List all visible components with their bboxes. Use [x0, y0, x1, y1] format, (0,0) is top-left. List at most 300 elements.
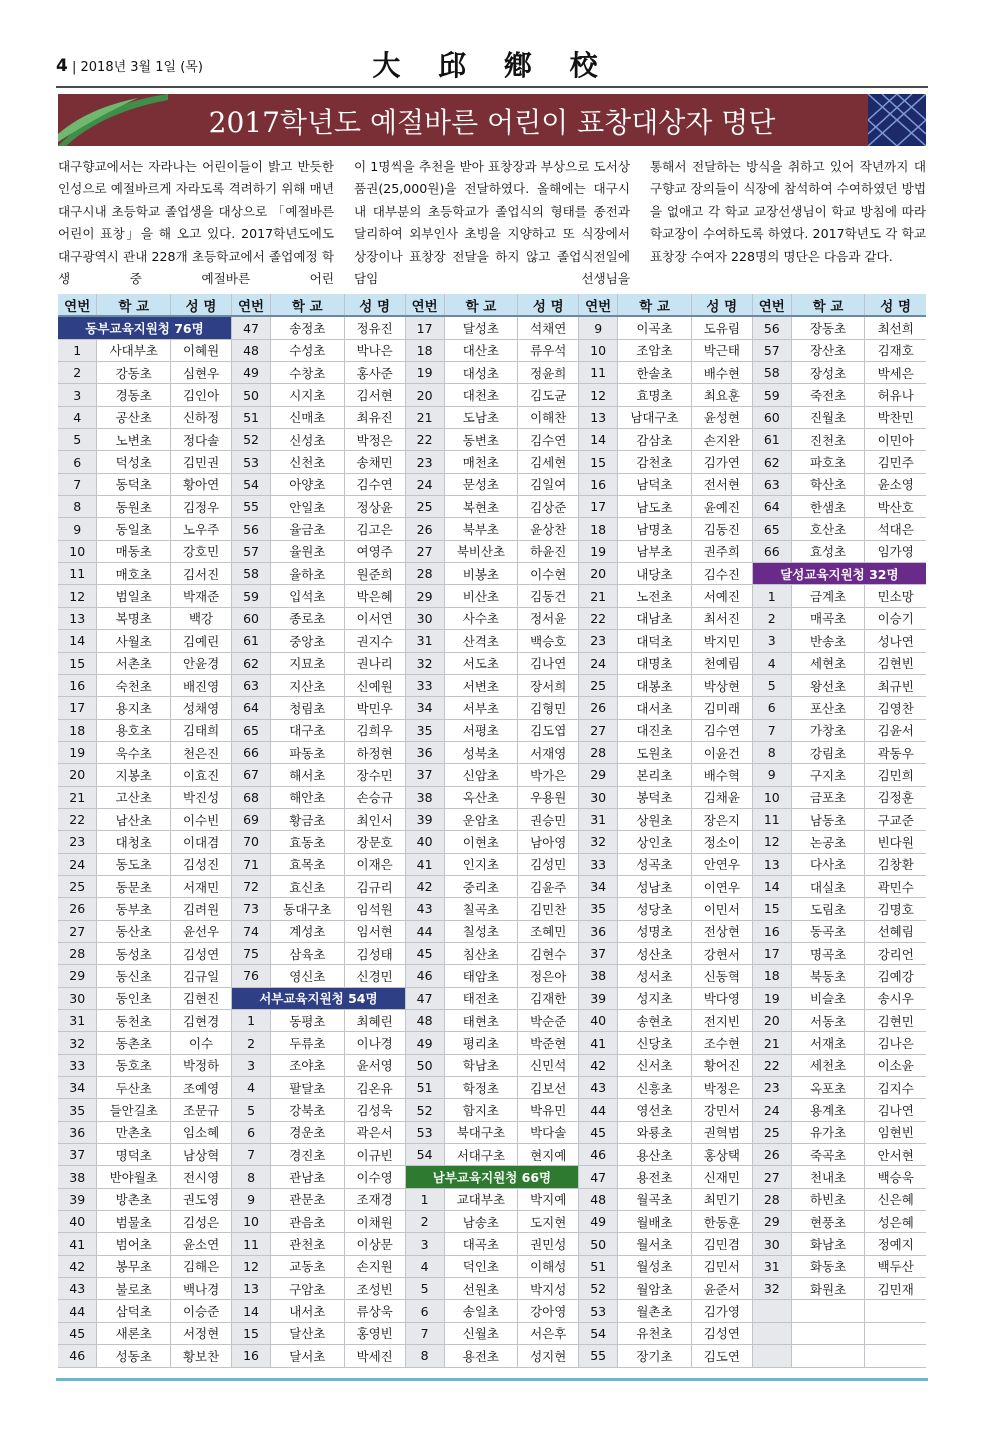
- student-name: 박상현: [691, 674, 752, 696]
- school-name: 북부초: [444, 518, 518, 540]
- entry-number: 20: [58, 764, 97, 786]
- entry-number: 32: [405, 652, 444, 674]
- table-row: [58, 719, 926, 741]
- school-name: 서도초: [444, 652, 518, 674]
- school-name: 다사초: [791, 853, 865, 875]
- entry-number: 7: [752, 719, 791, 741]
- student-name: 박다솔: [518, 1121, 579, 1143]
- student-name: 손지원: [344, 1255, 405, 1277]
- entry-number: 25: [579, 674, 618, 696]
- region-header-seobu: 서부교육지원청 54명: [232, 987, 406, 1009]
- student-name: 전서현: [691, 473, 752, 495]
- table-row: [58, 406, 926, 428]
- student-name: 박진성: [171, 786, 232, 808]
- entry-number: 45: [579, 1121, 618, 1143]
- student-name: 배수혁: [691, 764, 752, 786]
- column-header: 성 명: [171, 294, 232, 316]
- school-name: 구지초: [791, 764, 865, 786]
- student-name: 이대겸: [171, 831, 232, 853]
- school-name: 대천초: [444, 384, 518, 406]
- school-name: 지봉초: [97, 764, 171, 786]
- school-name: 유가초: [791, 1121, 865, 1143]
- entry-number: 32: [752, 1278, 791, 1300]
- entry-number: 60: [232, 607, 271, 629]
- school-name: 교동초: [271, 1255, 345, 1277]
- student-name: 이해성: [518, 1255, 579, 1277]
- awardee-table: [58, 294, 926, 1368]
- student-name: 백승호: [518, 630, 579, 652]
- school-name: 서변초: [444, 674, 518, 696]
- table-row: [58, 1278, 926, 1300]
- entry-number: 48: [405, 1010, 444, 1032]
- student-name: 김동건: [518, 585, 579, 607]
- school-name: 학산초: [791, 473, 865, 495]
- entry-number: 48: [232, 339, 271, 361]
- student-name: 박정하: [171, 1054, 232, 1076]
- entry-number: 46: [579, 1144, 618, 1166]
- entry-number: 41: [58, 1233, 97, 1255]
- entry-number: 66: [752, 540, 791, 562]
- school-name: 평리초: [444, 1032, 518, 1054]
- entry-number: 46: [405, 965, 444, 987]
- entry-number: 11: [752, 808, 791, 830]
- student-name: 최유진: [344, 406, 405, 428]
- school-name: 사대부초: [97, 339, 171, 361]
- school-name: 영신초: [271, 965, 345, 987]
- student-name: 강호민: [171, 540, 232, 562]
- school-name: 효성초: [791, 540, 865, 562]
- student-name: 김수연: [344, 473, 405, 495]
- school-name: 용계초: [791, 1099, 865, 1121]
- school-name: 대곡초: [444, 1233, 518, 1255]
- entry-number: 40: [579, 1010, 618, 1032]
- school-name: 가창초: [791, 719, 865, 741]
- student-name: 이민아: [865, 429, 926, 451]
- entry-number: 39: [405, 808, 444, 830]
- table-row: [58, 316, 926, 339]
- entry-number: 3: [58, 384, 97, 406]
- entry-number: 50: [405, 1054, 444, 1076]
- entry-number: 34: [405, 697, 444, 719]
- school-name: 침산초: [444, 942, 518, 964]
- school-name: 방촌초: [97, 1188, 171, 1210]
- student-name: 이소윤: [865, 1054, 926, 1076]
- entry-number: 33: [579, 853, 618, 875]
- student-name: 안서현: [865, 1144, 926, 1166]
- student-name: 김수진: [691, 563, 752, 585]
- student-name: 김정우: [171, 496, 232, 518]
- school-name: 이곡초: [618, 316, 692, 339]
- school-name: 달성초: [444, 316, 518, 339]
- student-name: 김명호: [865, 898, 926, 920]
- student-name: 하윤진: [518, 540, 579, 562]
- entry-number: 65: [232, 719, 271, 741]
- school-name: 선원초: [444, 1278, 518, 1300]
- entry-number: 24: [405, 473, 444, 495]
- school-name: 서동초: [791, 1010, 865, 1032]
- entry-number: 11: [232, 1233, 271, 1255]
- table-row: [58, 1345, 926, 1367]
- entry-number: 34: [58, 1077, 97, 1099]
- entry-number: 34: [579, 875, 618, 897]
- student-name: 김일여: [518, 473, 579, 495]
- entry-number: 9: [579, 316, 618, 339]
- school-name: 욱수초: [97, 741, 171, 763]
- entry-number: 32: [579, 831, 618, 853]
- student-name: 전상현: [691, 920, 752, 942]
- school-name: 세현초: [791, 652, 865, 674]
- school-name: 복현초: [444, 496, 518, 518]
- entry-number: 33: [58, 1054, 97, 1076]
- entry-number: 54: [579, 1322, 618, 1344]
- table-row: [58, 473, 926, 495]
- entry-number: 12: [579, 384, 618, 406]
- student-name: 박산호: [865, 496, 926, 518]
- student-name: 권민성: [518, 1233, 579, 1255]
- school-name: 한솔초: [618, 362, 692, 384]
- school-name: 대봉초: [618, 674, 692, 696]
- school-name: 봉무초: [97, 1255, 171, 1277]
- entry-number: 15: [752, 898, 791, 920]
- entry-number: 22: [58, 808, 97, 830]
- school-name: 문성초: [444, 473, 518, 495]
- entry-number: 50: [232, 384, 271, 406]
- school-name: 수성초: [271, 339, 345, 361]
- student-name: 손지완: [691, 429, 752, 451]
- table-row: [58, 496, 926, 518]
- school-name: 내서초: [271, 1300, 345, 1322]
- student-name: 김현수: [518, 942, 579, 964]
- student-name: 신재민: [691, 1166, 752, 1188]
- entry-number: 29: [752, 1211, 791, 1233]
- entry-number: 1: [232, 1010, 271, 1032]
- student-name: 신하정: [171, 406, 232, 428]
- school-name: 용전초: [618, 1166, 692, 1188]
- student-name: 류상욱: [344, 1300, 405, 1322]
- student-name: 조혜민: [518, 920, 579, 942]
- school-name: 중앙초: [271, 630, 345, 652]
- student-name: 김민재: [865, 1278, 926, 1300]
- entry-number: 3: [752, 630, 791, 652]
- student-name: 박순준: [518, 1010, 579, 1032]
- school-name: 반송초: [791, 630, 865, 652]
- school-name: 비슬초: [791, 987, 865, 1009]
- table-row: [58, 697, 926, 719]
- student-name: 백강: [171, 607, 232, 629]
- student-name: 김채윤: [691, 786, 752, 808]
- table-row: [58, 630, 926, 652]
- student-name: 윤예진: [691, 496, 752, 518]
- table-header-row: [58, 294, 926, 316]
- entry-number: 18: [405, 339, 444, 361]
- entry-number: 24: [752, 1099, 791, 1121]
- student-name: 김가연: [691, 451, 752, 473]
- student-name: 강아영: [518, 1300, 579, 1322]
- school-name: 율금초: [271, 518, 345, 540]
- table-row: [58, 764, 926, 786]
- masthead: 大 邱 鄕 校: [372, 49, 612, 82]
- entry-number: 36: [579, 920, 618, 942]
- region-header-dalseong: 달성교육지원청 32명: [752, 563, 926, 585]
- entry-number: 21: [579, 585, 618, 607]
- table-row: [58, 1032, 926, 1054]
- student-name: 박민우: [344, 697, 405, 719]
- entry-number: 8: [405, 1345, 444, 1367]
- entry-number: 7: [58, 473, 97, 495]
- table-row: [58, 429, 926, 451]
- column-header: 연번: [405, 294, 444, 316]
- student-name: 박준현: [518, 1032, 579, 1054]
- student-name: 김동진: [691, 518, 752, 540]
- entry-number: 10: [58, 540, 97, 562]
- student-name: 김상준: [518, 496, 579, 518]
- school-name: 용산초: [618, 1144, 692, 1166]
- school-name: 용지초: [97, 697, 171, 719]
- school-name: 성북초: [444, 741, 518, 763]
- entry-number: [752, 1300, 791, 1322]
- school-name: 팔달초: [271, 1077, 345, 1099]
- entry-number: 46: [58, 1345, 97, 1367]
- school-name: 감삼초: [618, 429, 692, 451]
- entry-number: 22: [405, 429, 444, 451]
- student-name: 이민서: [691, 898, 752, 920]
- entry-number: 29: [579, 764, 618, 786]
- school-name: 지산초: [271, 674, 345, 696]
- entry-number: 27: [58, 920, 97, 942]
- entry-number: 16: [752, 920, 791, 942]
- student-name: 정유진: [344, 316, 405, 339]
- school-name: 고산초: [97, 786, 171, 808]
- entry-number: 15: [58, 652, 97, 674]
- student-name: 최민기: [691, 1188, 752, 1210]
- table-row: [58, 362, 926, 384]
- school-name: 남부초: [618, 540, 692, 562]
- student-name: 정소이: [691, 831, 752, 853]
- entry-number: 65: [752, 518, 791, 540]
- entry-number: 27: [579, 719, 618, 741]
- school-name: 상원초: [618, 808, 692, 830]
- student-name: 김나연: [865, 1099, 926, 1121]
- entry-number: 62: [232, 652, 271, 674]
- school-name: 복명초: [97, 607, 171, 629]
- student-name: 조예영: [171, 1077, 232, 1099]
- student-name: 현지예: [518, 1144, 579, 1166]
- student-name: 박세진: [344, 1345, 405, 1367]
- student-name: 황보찬: [171, 1345, 232, 1367]
- student-name: 송채민: [344, 451, 405, 473]
- school-name: 북동초: [791, 965, 865, 987]
- entry-number: 52: [405, 1099, 444, 1121]
- entry-number: 33: [405, 674, 444, 696]
- school-name: 태현초: [444, 1010, 518, 1032]
- school-name: 계성초: [271, 920, 345, 942]
- student-name: 장서희: [518, 674, 579, 696]
- school-name: 동촌초: [97, 1032, 171, 1054]
- student-name: 전지빈: [691, 1010, 752, 1032]
- student-name: 이재은: [344, 853, 405, 875]
- student-name: 박다영: [691, 987, 752, 1009]
- entry-number: 74: [232, 920, 271, 942]
- entry-number: 66: [232, 741, 271, 763]
- entry-number: 63: [752, 473, 791, 495]
- table-row: [58, 1211, 926, 1233]
- student-name: 김세현: [518, 451, 579, 473]
- column-header: 학 교: [97, 294, 171, 316]
- student-name: 이수영: [344, 1166, 405, 1188]
- entry-number: 17: [752, 942, 791, 964]
- student-name: 강리언: [865, 942, 926, 964]
- school-name: 달산초: [271, 1322, 345, 1344]
- student-name: 김인아: [171, 384, 232, 406]
- entry-number: 2: [405, 1211, 444, 1233]
- student-name: 김창환: [865, 853, 926, 875]
- school-name: 신서초: [618, 1054, 692, 1076]
- entry-number: 4: [232, 1077, 271, 1099]
- entry-number: 4: [405, 1255, 444, 1277]
- entry-number: 23: [752, 1077, 791, 1099]
- entry-number: 26: [58, 898, 97, 920]
- school-name: 해서초: [271, 764, 345, 786]
- student-name: 도유림: [691, 316, 752, 339]
- school-name: 왕선초: [791, 674, 865, 696]
- entry-number: 23: [579, 630, 618, 652]
- student-name: 조수현: [691, 1032, 752, 1054]
- school-name: 월촌초: [618, 1300, 692, 1322]
- student-name: 노우주: [171, 518, 232, 540]
- school-name: 효목초: [271, 853, 345, 875]
- entry-number: 42: [579, 1054, 618, 1076]
- school-name: 신당초: [618, 1032, 692, 1054]
- school-name: 만촌초: [97, 1121, 171, 1143]
- entry-number: 37: [579, 942, 618, 964]
- student-name: 김해은: [171, 1255, 232, 1277]
- school-name: 경동초: [97, 384, 171, 406]
- entry-number: 30: [752, 1233, 791, 1255]
- school-name: 매천초: [444, 451, 518, 473]
- school-name: 효신초: [271, 875, 345, 897]
- table-row: [58, 540, 926, 562]
- entry-number: 10: [752, 786, 791, 808]
- school-name: 현풍초: [791, 1211, 865, 1233]
- entry-number: 16: [579, 473, 618, 495]
- school-name: 해안초: [271, 786, 345, 808]
- entry-number: 56: [232, 518, 271, 540]
- school-name: 월성초: [618, 1255, 692, 1277]
- entry-number: 25: [58, 875, 97, 897]
- school-name: 장동초: [791, 316, 865, 339]
- student-name: 손승규: [344, 786, 405, 808]
- school-name: 학남초: [444, 1054, 518, 1076]
- school-name: 파호초: [791, 451, 865, 473]
- entry-number: [752, 1345, 791, 1367]
- student-name: 허유나: [865, 384, 926, 406]
- school-name: 동천초: [97, 1010, 171, 1032]
- entry-number: 35: [579, 898, 618, 920]
- school-name: [791, 1300, 865, 1322]
- column-header: 연번: [752, 294, 791, 316]
- school-name: 화원초: [791, 1278, 865, 1300]
- entry-number: 12: [752, 831, 791, 853]
- entry-number: 8: [58, 496, 97, 518]
- entry-number: 47: [405, 987, 444, 1009]
- school-name: 율원초: [271, 540, 345, 562]
- school-name: 와룡초: [618, 1121, 692, 1143]
- school-name: 덕인초: [444, 1255, 518, 1277]
- entry-number: 31: [579, 808, 618, 830]
- school-name: 남덕초: [618, 473, 692, 495]
- school-name: 관천초: [271, 1233, 345, 1255]
- student-name: 김현진: [171, 987, 232, 1009]
- student-name: 김성연: [171, 942, 232, 964]
- student-name: 조성빈: [344, 1278, 405, 1300]
- student-name: 신동혁: [691, 965, 752, 987]
- school-name: 효명초: [618, 384, 692, 406]
- entry-number: 72: [232, 875, 271, 897]
- entry-number: 54: [232, 473, 271, 495]
- student-name: 장수민: [344, 764, 405, 786]
- student-name: 박재준: [171, 585, 232, 607]
- student-name: 윤준서: [691, 1278, 752, 1300]
- entry-number: 40: [405, 831, 444, 853]
- table-row: [58, 1121, 926, 1143]
- student-name: 최혜린: [344, 1010, 405, 1032]
- student-name: 김윤서: [865, 719, 926, 741]
- entry-number: 64: [752, 496, 791, 518]
- student-name: 최서진: [691, 607, 752, 629]
- student-name: 장은지: [691, 808, 752, 830]
- student-name: 김예강: [865, 965, 926, 987]
- entry-number: 17: [405, 316, 444, 339]
- entry-number: 2: [752, 607, 791, 629]
- table-row: [58, 920, 926, 942]
- school-name: 남대구초: [618, 406, 692, 428]
- school-name: 북비산초: [444, 540, 518, 562]
- intro-column-3: 통해서 전달하는 방식을 취하고 있어 작년까지 대구향교 장의들이 식장에 참석하여 수여하였던 방법을 없애고 각 학교 교장선생님이 학교 방침에 따라 학교장이 수여하도록 하였다. 2017학년도 각 학교 표창장 수여자 228명의 명단은 다음과 같다.: [650, 159, 926, 264]
- student-name: [865, 1345, 926, 1367]
- school-name: 진월초: [791, 406, 865, 428]
- column-header: 성 명: [518, 294, 579, 316]
- entry-number: 35: [405, 719, 444, 741]
- student-name: 김성민: [518, 853, 579, 875]
- school-name: 서부초: [444, 697, 518, 719]
- student-name: 김수연: [691, 719, 752, 741]
- student-name: [865, 1300, 926, 1322]
- student-name: 정은아: [518, 965, 579, 987]
- table-row: [58, 875, 926, 897]
- entry-number: 51: [579, 1255, 618, 1277]
- school-name: 산격초: [444, 630, 518, 652]
- student-name: 윤소영: [865, 473, 926, 495]
- school-name: 하빈초: [791, 1188, 865, 1210]
- entry-number: 49: [579, 1211, 618, 1233]
- school-name: 노전초: [618, 585, 692, 607]
- school-name: 성서초: [618, 965, 692, 987]
- student-name: 김현빈: [865, 652, 926, 674]
- school-name: 송정초: [271, 316, 345, 339]
- table-row: [58, 808, 926, 830]
- table-row: [58, 1322, 926, 1344]
- entry-number: 19: [58, 741, 97, 763]
- entry-number: 59: [752, 384, 791, 406]
- student-name: 김민주: [865, 451, 926, 473]
- student-name: 김서진: [171, 563, 232, 585]
- table-row: [58, 1233, 926, 1255]
- student-name: 홍상택: [691, 1144, 752, 1166]
- student-name: 이수빈: [171, 808, 232, 830]
- school-name: 대실초: [791, 875, 865, 897]
- entry-number: 58: [752, 362, 791, 384]
- entry-number: 38: [58, 1166, 97, 1188]
